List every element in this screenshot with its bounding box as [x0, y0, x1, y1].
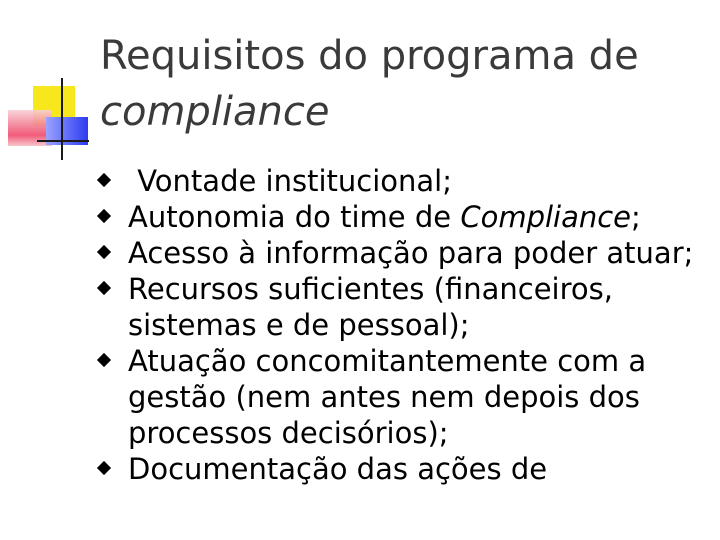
bullet-text-emphasis: Compliance: [460, 200, 632, 234]
slide-title: [100, 28, 639, 140]
list-item: [0, 235, 720, 271]
diamond-bullet-icon: [97, 461, 111, 475]
bullet-text: Documentação das ações de: [128, 452, 548, 486]
diamond-bullet-icon: [97, 173, 111, 187]
bullet-list: [0, 163, 720, 487]
title-line-2: compliance: [100, 89, 330, 135]
diamond-bullet-icon: [97, 209, 111, 223]
list-item: [0, 271, 720, 343]
list-item: [0, 199, 720, 235]
list-item: [0, 163, 720, 199]
bullet-text-before: Autonomia do time de: [128, 200, 461, 234]
title-line-1: Requisitos do programa de: [100, 33, 639, 79]
bullet-text-after: ;: [631, 200, 641, 234]
decor-horizontal-line: [37, 140, 89, 142]
list-item: [0, 451, 720, 487]
diamond-bullet-icon: [97, 245, 111, 259]
bullet-text: Acesso à informação para poder atuar;: [128, 236, 694, 270]
list-item: [0, 343, 720, 451]
diamond-bullet-icon: [97, 281, 111, 295]
bullet-text: [128, 200, 641, 234]
bullet-text: Atuação concomitantemente com a gestão (nem antes nem depois dos processos decisórios);: [128, 344, 647, 450]
bullet-text: Recursos suficientes (financeiros, sistemas e de pessoal);: [128, 272, 613, 342]
diamond-bullet-icon: [97, 353, 111, 367]
bullet-text: Vontade institucional;: [128, 164, 452, 198]
decor-vertical-line: [61, 78, 63, 160]
